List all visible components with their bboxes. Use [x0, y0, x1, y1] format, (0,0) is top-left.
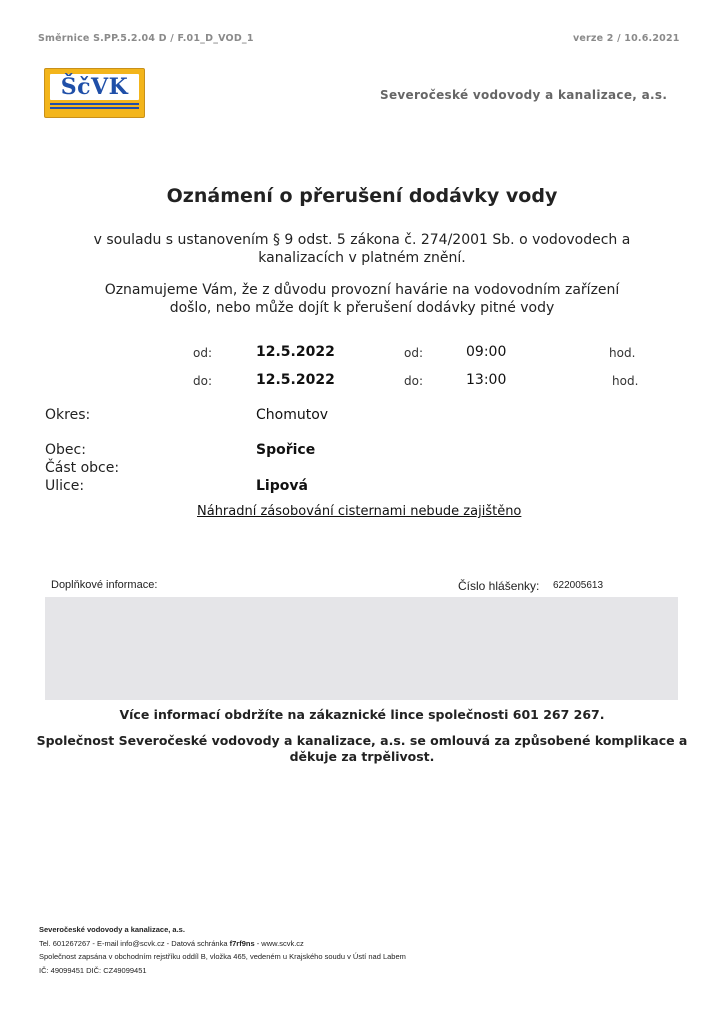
- footer-contacts: [39, 939, 304, 948]
- replacement-supply-note: Náhradní zásobování cisternami nebude zajištěno: [197, 504, 522, 519]
- footer-databox-id: f7rf9ns: [229, 939, 255, 948]
- footer-ids: IČ: 49099451 DIČ: CZ49099451: [39, 966, 147, 975]
- okres-value: Chomutov: [256, 407, 329, 423]
- document-version: verze 2 / 10.6.2021: [573, 33, 680, 44]
- intro-line: došlo, nebo může dojít k přerušení dodávky pitné vody: [169, 300, 555, 316]
- from-date-label: od:: [193, 346, 213, 360]
- logo-lettering: ŠčVK: [50, 74, 139, 100]
- to-date: 12.5.2022: [256, 372, 335, 388]
- ulice-label: Ulice:: [45, 478, 85, 494]
- intro-line: kanalizacích v platném znění.: [258, 250, 466, 266]
- intro-line: Oznamujeme Vám, že z důvodu provozní havárie na vodovodním zařízení: [104, 282, 620, 298]
- footer-website: - www.scvk.cz: [254, 939, 304, 948]
- logo-stripe: [50, 103, 139, 105]
- footer-registry: Společnost zapsána v obchodním rejstříku oddíl B, vložka 465, vedeném u Krajského soudu v Ústí nad Labem: [39, 952, 406, 961]
- apology-line: děkuje za trpělivost.: [289, 749, 435, 764]
- from-unit: hod.: [609, 346, 636, 360]
- logo-stripe: [50, 107, 139, 109]
- okres-label: Okres:: [45, 407, 91, 423]
- from-time-label: od:: [404, 346, 424, 360]
- footer-contacts-text: Tel. 601267267 - E-mail info@scvk.cz - Datová schránka: [39, 939, 230, 948]
- company-name: Severočeské vodovody a kanalizace, a.s.: [380, 88, 668, 102]
- obec-value: Spořice: [256, 442, 316, 458]
- from-time: 09:00: [466, 344, 507, 360]
- to-unit: hod.: [612, 374, 639, 388]
- apology-line: Společnost Severočeské vodovody a kanalizace, a.s. se omlouvá za způsobené komplikace a: [36, 733, 688, 748]
- report-number: 622005613: [553, 580, 604, 591]
- cast-obce-label: Část obce:: [45, 460, 120, 476]
- to-time: 13:00: [466, 372, 507, 388]
- obec-label: Obec:: [45, 442, 86, 458]
- ulice-value: Lipová: [256, 478, 308, 494]
- contact-line: Více informací obdržíte na zákaznické lince společnosti 601 267 267.: [119, 707, 605, 722]
- page-title: Oznámení o přerušení dodávky vody: [166, 185, 558, 207]
- document-code: Směrnice S.PP.5.2.04 D / F.01_D_VOD_1: [38, 33, 254, 44]
- extra-info-label: Doplňkové informace:: [51, 579, 158, 591]
- company-logo: [44, 68, 145, 118]
- extra-info-box: [45, 597, 678, 700]
- footer-company: Severočeské vodovody a kanalizace, a.s.: [39, 925, 185, 934]
- report-number-label: Číslo hlášenky:: [458, 579, 540, 593]
- from-date: 12.5.2022: [256, 344, 335, 360]
- intro-line: v souladu s ustanovením § 9 odst. 5 zákona č. 274/2001 Sb. o vodovodech a: [93, 232, 631, 248]
- to-date-label: do:: [193, 374, 213, 388]
- to-time-label: do:: [404, 374, 424, 388]
